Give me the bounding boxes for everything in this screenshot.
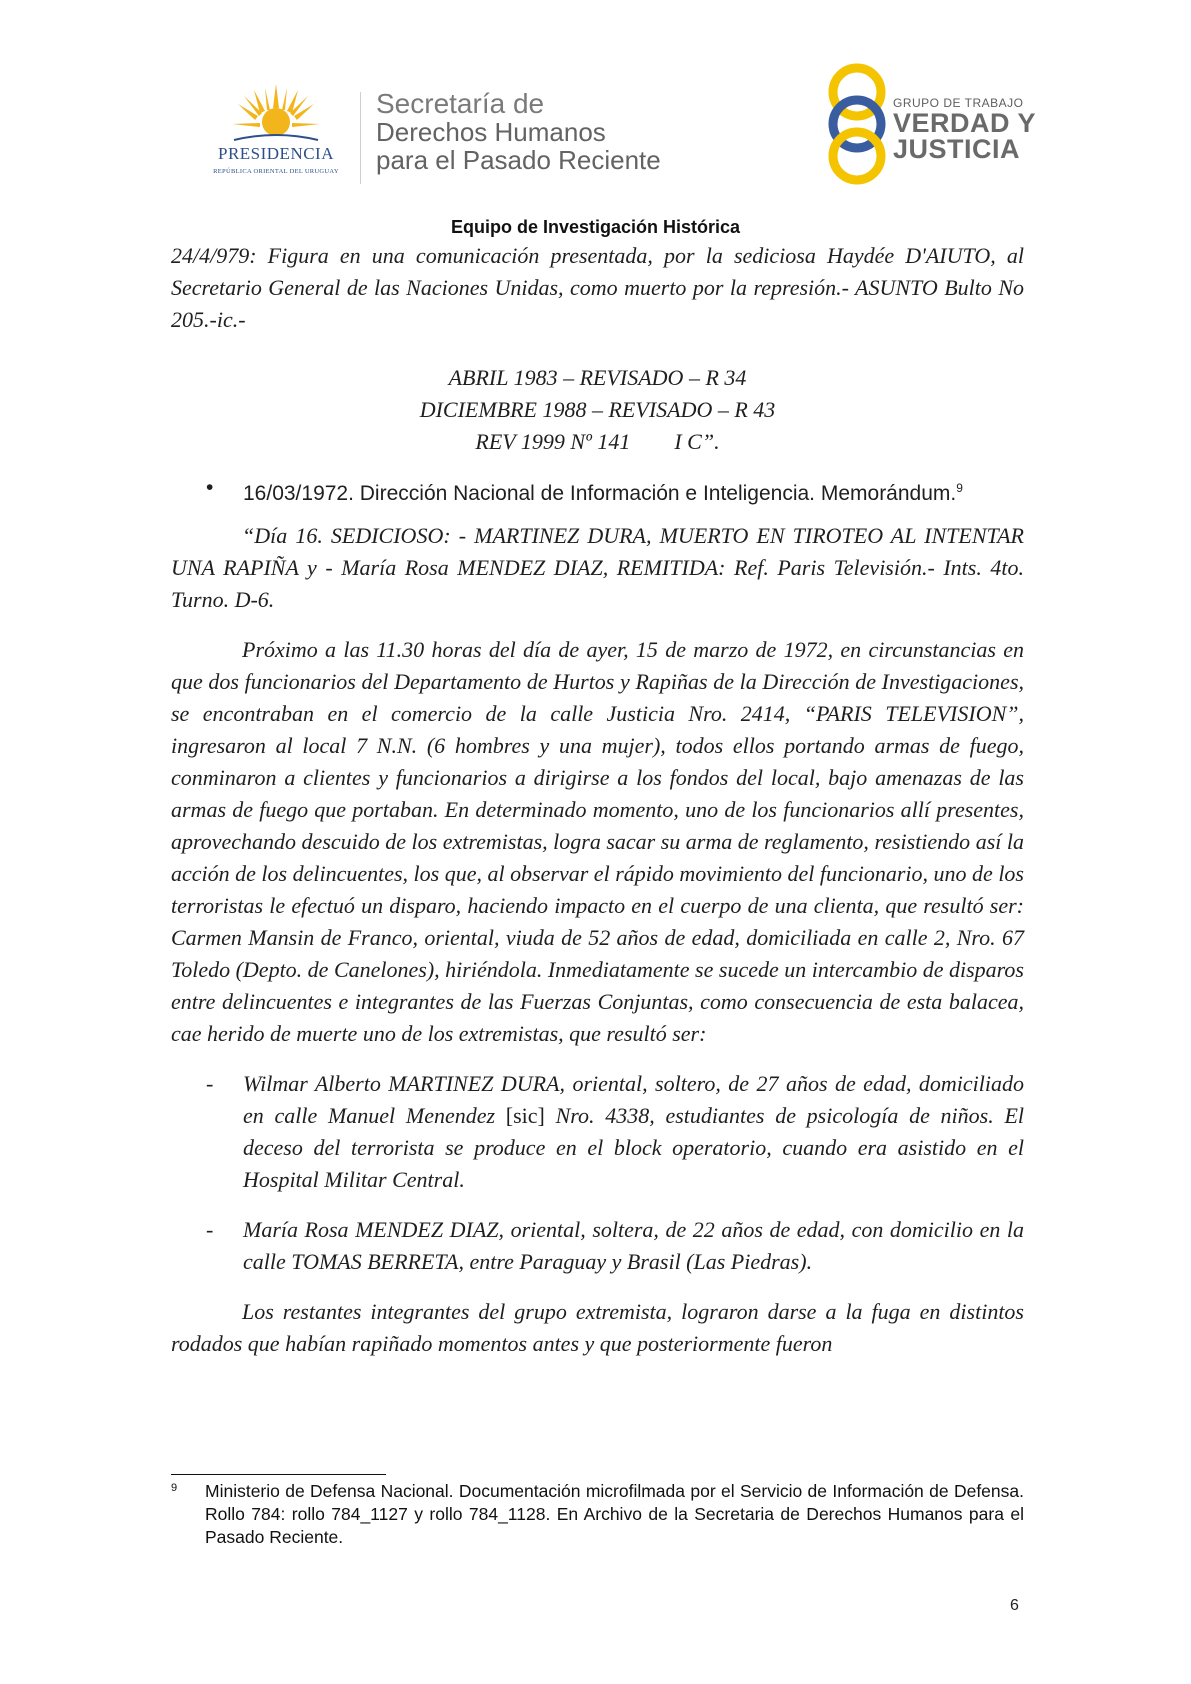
- secretaria-line3: para el Pasado Reciente: [376, 145, 661, 175]
- secretaria-line1: Secretaría de: [376, 88, 545, 119]
- presidencia-name: PRESIDENCIA: [217, 144, 334, 163]
- presidencia-subtitle: REPÚBLICA ORIENTAL DEL URUGUAY: [213, 168, 339, 175]
- document-body: [171, 240, 1024, 1360]
- grupo-line1: GRUPO DE TRABAJO: [893, 96, 1024, 110]
- dia-paragraph: “Día 16. SEDICIOSO: - MARTINEZ DURA, MUERTO EN TIROTEO AL INTENTAR UNA RAPIÑA y - María Rosa MENDEZ DIAZ, REMITIDA: Ref. Paris Televisión.- Ints. 4to. Turno. D-6.: [171, 523, 1024, 612]
- sun-emblem-icon: [232, 82, 320, 146]
- intro-paragraph: 24/4/979: Figura en una comunicación presentada, por la sediciosa Haydée D'AIUTO, al Secretario General de las Naciones Unidas, como muerto por la represión.- ASUNTO Bulto No 205.-ic.-: [171, 243, 1024, 332]
- grupo-line2: VERDAD Y: [893, 108, 1037, 138]
- dash-text: [243, 1068, 1024, 1196]
- page-number: 6: [1010, 1597, 1019, 1614]
- footnote-number: 9: [171, 1482, 178, 1494]
- bullet-item: [171, 472, 1024, 510]
- verdad-justicia-rings-icon: [815, 62, 900, 187]
- secretaria-logo-text: [376, 90, 661, 174]
- grupo-trabajo-text: [893, 96, 1036, 162]
- header-divider: [360, 92, 361, 184]
- dash-item: [171, 1068, 1024, 1196]
- footnote: [171, 1480, 1024, 1549]
- footnote-separator: [171, 1474, 386, 1475]
- dash-text: María Rosa MENDEZ DIAZ, oriental, soltera, de 22 años de edad, con domicilio en la calle TOMAS BERRETA, entre Paraguay y Brasil (Las Piedras).: [243, 1217, 1024, 1274]
- presidencia-logo: [196, 82, 356, 192]
- equipo-title: Equipo de Investigación Histórica: [450, 217, 741, 237]
- footnote-text: Ministerio de Defensa Nacional. Documentación microfilmada por el Servicio de Información de Defensa. Rollo 784: rollo 784_1127 y rollo 784_1128. En Archivo de la Secretaria de Derechos Humanos para el Pasado Reciente.: [205, 1481, 1024, 1547]
- dash-icon: -: [206, 1217, 214, 1242]
- revision-line: ABRIL 1983 – REVISADO – R 34: [448, 365, 747, 390]
- proximo-paragraph: Próximo a las 11.30 horas del día de ayer, 15 de marzo de 1972, en circunstancias en que dos funcionarios del Departamento de Hurtos y Rapiñas de la Dirección de Investigaciones, se encontraban en el comercio de la calle Justicia Nro. 2414, “PARIS TELEVISION”, ingresaron al local 7 N.N. (6 hombres y una mujer), todos ellos portando armas de fuego, conminaron a clientes y funcionarios a dirigirse a los fondos del local, bajo amenazas de las armas de fuego que portaban. En determinado momento, uno de los funcionarios allí presentes, aprovechando descuido de los extremistas, logra sacar su arma de reglamento, resistiendo así la acción de los delincuentes, los que, al observar el rápido movimiento del funcionario, uno de los terroristas le efectuó un disparo, haciendo impacto en el cuerpo de una clienta, que resultó ser: Carmen Mansin de Franco, oriental, viuda de 52 años de edad, domiciliada en calle 2, Nro. 67 Toledo (Depto. de Canelones), hiriéndola. Inmediatamente se sucede un intercambio de disparos entre delincuentes e integrantes de las Fuerzas Conjuntas, como consecuencia de esta balacea, cae herido de muerte uno de los extremistas, que resultó ser:: [171, 637, 1024, 1046]
- page-header: [0, 0, 1191, 210]
- dash-item: [171, 1214, 1024, 1278]
- revision-line: REV 1999 Nº 141 I C”.: [475, 429, 720, 454]
- dash-text-a: Wilmar Alberto MARTINEZ DURA, oriental, soltero, de 27 años de edad, domiciliado en calle Manuel Menendez: [243, 1071, 1024, 1128]
- restantes-paragraph: Los restantes integrantes del grupo extremista, lograron darse a la fuga en distintos rodados que habían rapiñado momentos antes y que posteriormente fueron: [171, 1299, 1024, 1356]
- revisions-block: [171, 362, 1024, 458]
- secretaria-line2: Derechos Humanos: [376, 117, 606, 147]
- dash-text-b: Nro. 4338, estudiantes de psicología de niños. El deceso del terrorista se produce en el block operatorio, cuando era asistido en el Hospital Militar Central.: [243, 1103, 1024, 1192]
- bullet-icon: •: [206, 476, 214, 499]
- bullet-text: [243, 472, 1024, 510]
- dash-icon: -: [206, 1071, 214, 1096]
- bullet-label: 16/03/1972. Dirección Nacional de Información e Inteligencia. Memorándum.: [243, 482, 957, 505]
- sic-note: [sic]: [505, 1103, 545, 1128]
- footnote-reference[interactable]: 9: [956, 481, 963, 495]
- revision-line: DICIEMBRE 1988 – REVISADO – R 43: [419, 397, 776, 422]
- grupo-line3: JUSTICIA: [893, 134, 1021, 164]
